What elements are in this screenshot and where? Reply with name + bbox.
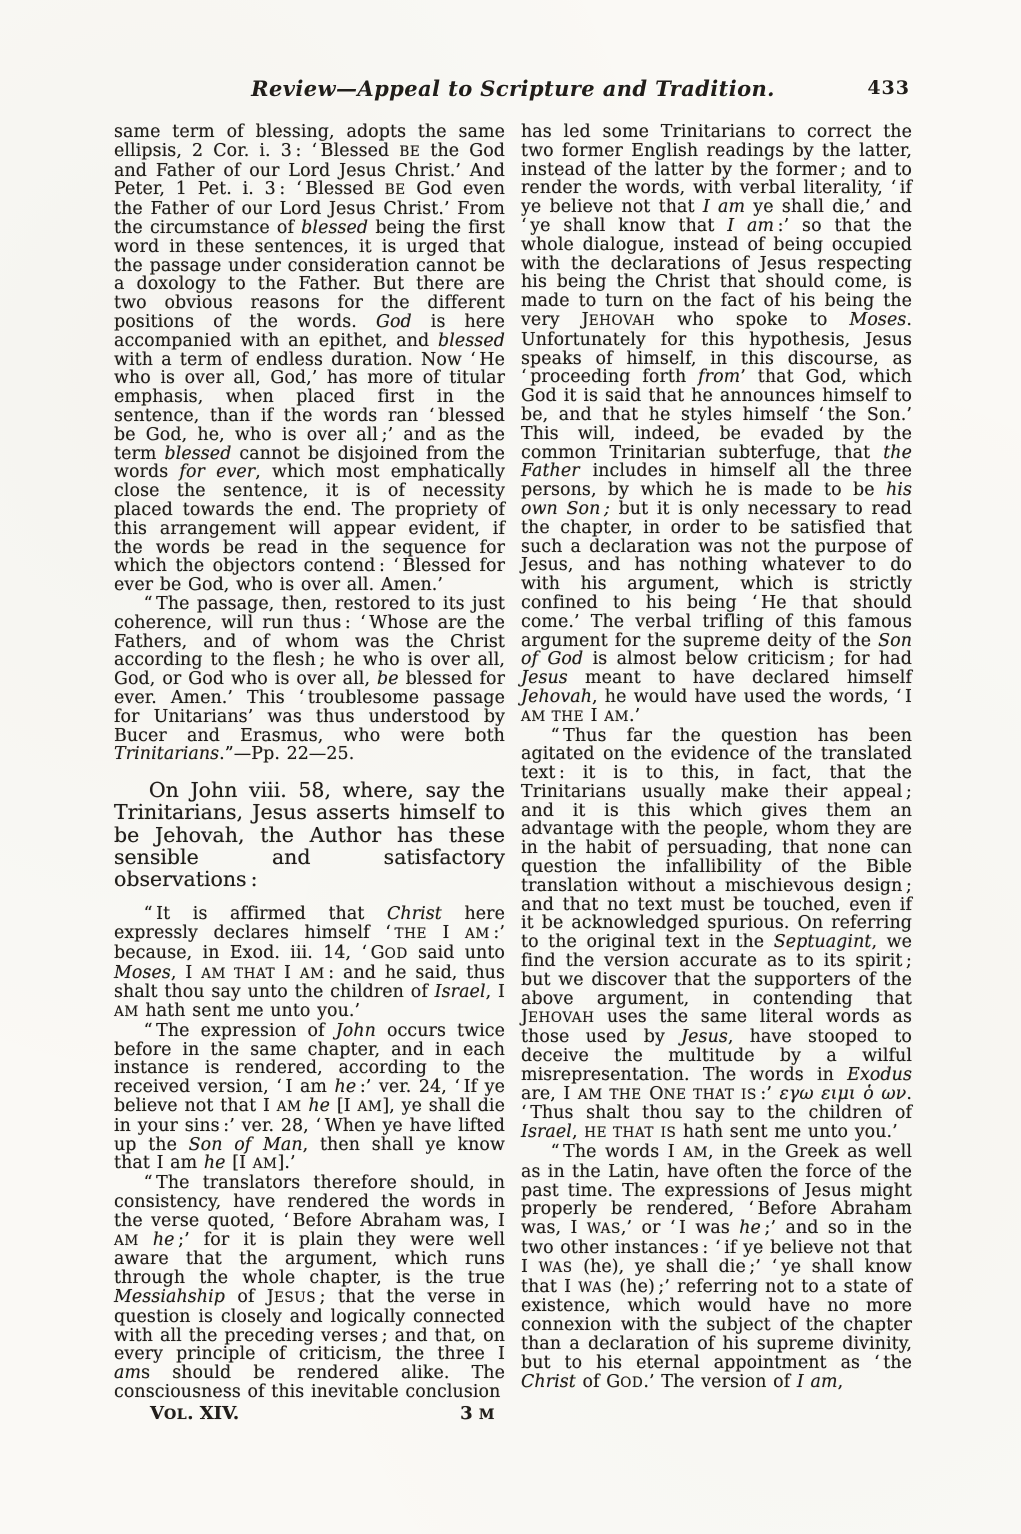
page-header [114, 76, 912, 106]
page [114, 76, 912, 1425]
paragraph: “ The passage, then, restored to its just coherence, will run thus : ‘ Whose are the Fathers, and of whom was the Christ according to the flesh ; he who is over all, God, or God who is over all, be blessed for ever. Amen.’ This ‘ troublesome passage for Unitarians’ was thus understood by Bucer and Erasmus, who were both Trinitarians.”—Pp. 22—25. [114, 593, 505, 765]
paragraph: “ It is affirmed that Christ here expressly declares himself ‘ THE I AM :’ because, in Exod. iii. 14, ‘ GOD said unto Moses, I AM THAT I AM : and he said, thus shalt thou say unto the children of Israel, I AM hath sent me unto you.’ [114, 904, 506, 1022]
paragraph: same term of blessing, adopts the same ellipsis, 2 Cor. i. 3 : ‘ Blessed BE the God and Father of our Lord Jesus Christ.’ And Peter, 1 Pet. i. 3 : ‘ Blessed BE God even the Father of our Lord Jesus Christ.’ From the circumstance of blessed being the first word in these sentences, it is urged that the passage under consideration cannot be a doxology to the Father. But there are two obvious reasons for the different positions of the words. God is here accompanied with an epithet, and blessed with a term of endless duration. Now ‘ He who is over all, God,’ has more of titular emphasis, when placed first in the sentence, than if the words ran ‘ blessed be God, he, who is over all ;’ and as the term blessed cannot be disjoined from the words for ever, which most emphatically close the sentence, it is of necessity placed towards the end. The propriety of this arrangement will appear evident, if the words be read in the sequence for which the objectors contend : ‘ Blessed for ever be God, who is over all. Amen.’ [114, 122, 505, 596]
left-column-paragraphs [114, 123, 505, 1402]
left-column [114, 123, 505, 1425]
paragraph: “ The translators therefore should, in consistency, have rendered the words in the verse quoted, ‘ Before Abraham was, I AM he ;’ for it is plain they were well aware that the argument, which runs through the whole chapter, is the true Messiahship of JESUS ; that the verse in question is closely and logically connected with all the preceding verses ; and that, on every principle of criticism, the three I ams should be rendered alike. The consciousness of this inevitable conclusion [114, 1173, 505, 1403]
right-column-paragraphs [521, 123, 912, 1392]
paragraph: “ The expression of John occurs twice before in the same chapter, and in each instance is rendered, according to the received version, ‘ I am he :’ ver. 24, ‘ If ye believe not that I AM he [I AM], ye shall die in your sins :’ ver. 28, ‘ When ye have lifted up the Son of Man, then shall ye know that I am he [I AM].’ [114, 1020, 505, 1174]
paragraph: “ The words I AM, in the Greek as well as in the Latin, have often the force of the past time. The expressions of Jesus might properly be rendered, ‘ Before Abraham was, I WAS,’ or ‘ I was he ;’ and so in the two other instances : ‘ if ye believe not that I WAS (he), ye shall die ;’ ‘ ye shall know that I WAS (he) ;’ referring not to a state of existence, which would have no more connexion with the subject of the chapter than a declaration of his supreme divinity, but to his eternal appointment as ‘ the Christ of GOD.’ The version of I am, [521, 1142, 913, 1392]
signature-mark: 3 M [460, 1402, 495, 1424]
right-column [521, 123, 912, 1425]
paragraph: has led some Trinitarians to correct the two former English readings by the latter, instead of the latter by the former ; and to render the words, with verbal literality, ‘ if ye believe not that I am ye shall die,’ and ‘ ye shall know that I am :’ so that the whole dialogue, instead of being occupied with the declarations of Jesus respecting his being the Christ that should come, is made to turn on the fact of his being the very JEHOVAH who spoke to Moses. Unfortunately for this hypothesis, Jesus speaks of himself, in this discourse, as ‘ proceeding forth from’ that God, which God it is said that he announces himself to be, and that he styles himself ‘ the Son.’ This will, indeed, be evaded by the common Trinitarian subterfuge, that the Father includes in himself all the three persons, by which he is made to be his own Son ; but it is only necessary to read the chapter, in order to be satisfied that such a declaration was not the purpose of Jesus, and has nothing whatever to do with his argument, which is strictly confined to his being ‘ He that should come.’ The verbal trifling of this famous argument for the supreme deity of the Son of God is almost below criticism ; for had Jesus meant to have declared himself Jehovah, he would have used the words, ‘ I AM THE I AM.’ [521, 122, 912, 726]
paragraph: On John viii. 58, where, say the Trinitarians, Jesus asserts himself to be Jehovah, the Author has these sensible and satisfactory observations : [114, 778, 505, 891]
paragraph: “ Thus far the question has been agitated on the evidence of the translated text : it is to this, in fact, that the Trinitarians usually make their appeal ; and it is this which gives them an advantage with the people, whom they are in the habit of persuading, that none can question the infallibility of the Bible translation without a mischievous design ; and that no text must be touched, even if it be acknowledged spurious. On referring to the original text in the Septuagint, we find the version accurate as to its spirit ; but we discover that the supporters of the above argument, in contending that JEHOVAH uses the same literal words as those used by Jesus, have stooped to deceive the multitude by a wilful misrepresentation. The words in Exodus are, I AM THE ONE THAT IS :’ εγω ειμι ὁ ων. ‘ Thus shalt thou say to the children of Israel, HE THAT IS hath sent me unto you.’ [521, 725, 912, 1143]
volume-label: VOL. XIV. [150, 1402, 240, 1424]
text-columns [114, 123, 912, 1425]
footer-line [114, 1404, 505, 1425]
page-number: 433 [867, 77, 910, 99]
running-title: Review—Appeal to Scripture and Tradition. [251, 76, 775, 101]
